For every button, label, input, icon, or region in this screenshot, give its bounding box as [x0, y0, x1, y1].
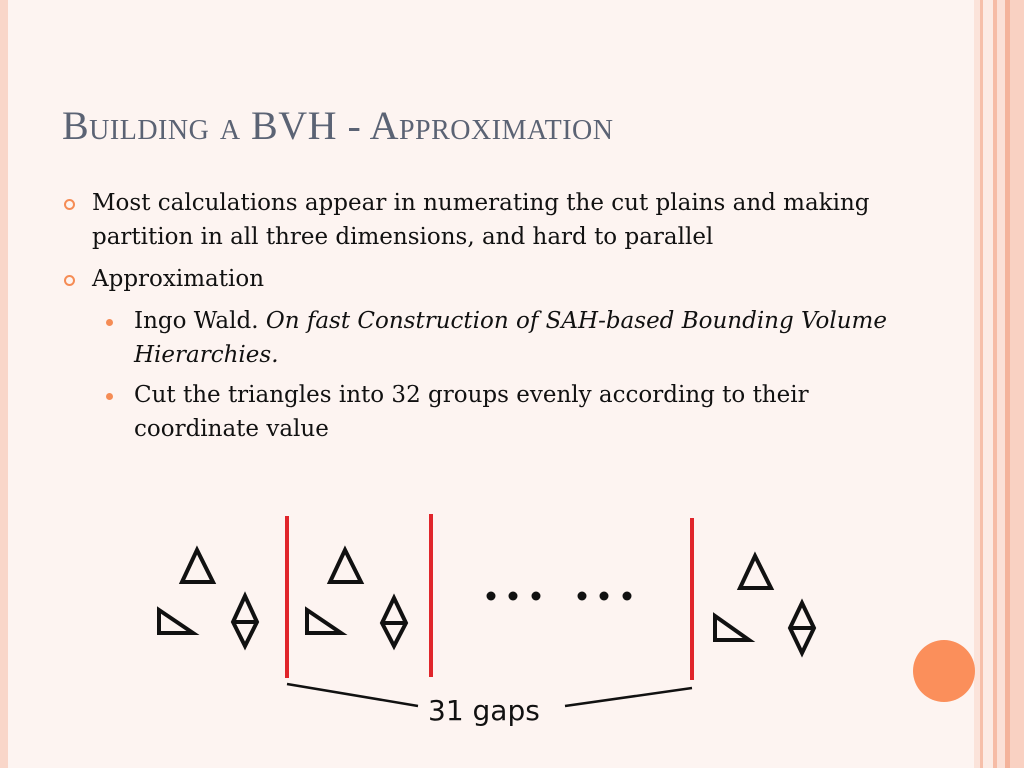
bullet-text: Most calculations appear in numerating the cut plains and making partition in all three dimensions, and hard to parallel — [92, 190, 870, 250]
decorative-circle — [913, 640, 975, 702]
slide-title: Building a BVH - Approximation — [62, 103, 614, 148]
upright-triangle-icon — [740, 556, 771, 588]
right-triangle-icon — [159, 610, 193, 633]
right-triangle-icon — [715, 616, 749, 640]
ellipsis-dots — [487, 592, 632, 601]
sub-bullet-prefix: Ingo Wald. — [134, 308, 266, 334]
bracket-line-right — [565, 688, 692, 706]
citation-title: On fast Construction of SAH-based Bounding Volume Hierarchies. — [134, 308, 887, 368]
sub-bullet-text: Cut the triangles into 32 groups evenly according to their coordinate value — [134, 382, 809, 442]
upright-triangle-icon — [330, 550, 361, 582]
right-triangle-icon — [307, 610, 341, 633]
gap-label: 31 gaps — [428, 694, 540, 727]
bracket-line-left — [287, 684, 418, 706]
bullet-text: Approximation — [92, 266, 265, 292]
upright-triangle-icon — [182, 550, 213, 582]
